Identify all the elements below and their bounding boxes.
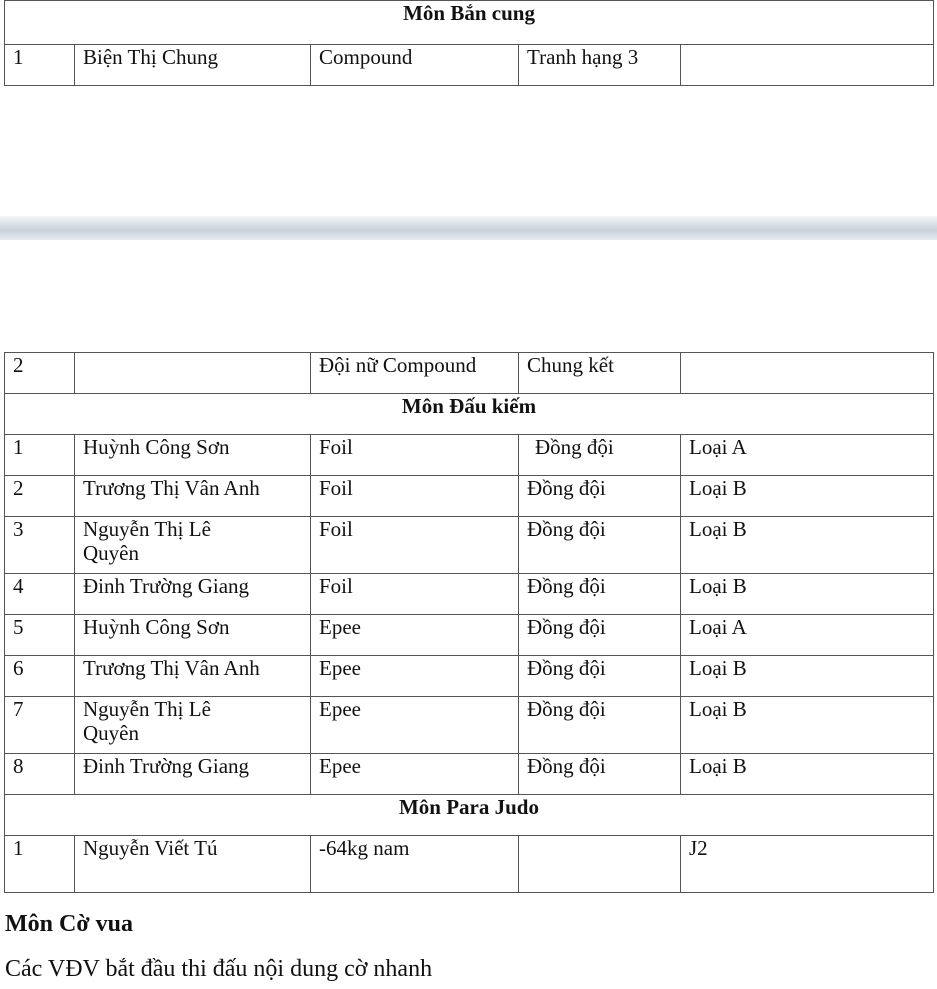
athlete-name: Đinh Trường Giang <box>75 574 311 615</box>
stage-cell: Đồng đội <box>519 517 681 574</box>
athlete-name: Huỳnh Công Sơn <box>75 615 311 656</box>
athlete-name: Nguyễn Thị Lê Quyên <box>75 517 311 574</box>
section-title-fencing: Môn Đấu kiếm <box>5 394 934 435</box>
table-row <box>5 476 934 517</box>
row-number: 5 <box>5 615 75 656</box>
table-row <box>5 836 934 893</box>
class-cell: Loại B <box>681 656 934 697</box>
event-cell: Epee <box>311 615 519 656</box>
class-cell: J2 <box>681 836 934 893</box>
row-number: 4 <box>5 574 75 615</box>
row-number: 7 <box>5 697 75 754</box>
stage-cell: Đồng đội <box>519 435 681 476</box>
class-cell <box>681 45 934 86</box>
table-row <box>5 656 934 697</box>
page-separator <box>0 216 937 240</box>
stage-cell: Đồng đội <box>519 615 681 656</box>
row-number: 3 <box>5 517 75 574</box>
event-cell: Epee <box>311 656 519 697</box>
class-cell: Loại B <box>681 697 934 754</box>
stage-cell: Đồng đội <box>519 754 681 795</box>
athlete-name <box>75 353 311 394</box>
section-header-row <box>5 795 934 836</box>
event-cell: Foil <box>311 574 519 615</box>
section-header-row <box>5 394 934 435</box>
class-cell: Loại B <box>681 517 934 574</box>
stage-cell: Đồng đội <box>519 574 681 615</box>
section-heading-chess: Môn Cờ vua <box>5 911 133 937</box>
row-number: 2 <box>5 353 75 394</box>
stage-cell <box>519 836 681 893</box>
table-row <box>5 353 934 394</box>
class-cell: Loại B <box>681 754 934 795</box>
row-number: 1 <box>5 836 75 893</box>
class-cell: Loại A <box>681 615 934 656</box>
table-row <box>5 754 934 795</box>
athlete-name: Nguyễn Viết Tú <box>75 836 311 893</box>
section-title-archery: Môn Bắn cung <box>5 1 934 45</box>
table-row <box>5 517 934 574</box>
athlete-name: Trương Thị Vân Anh <box>75 476 311 517</box>
athlete-name: Trương Thị Vân Anh <box>75 656 311 697</box>
athlete-name: Đinh Trường Giang <box>75 754 311 795</box>
table-row <box>5 574 934 615</box>
stage-cell: Chung kết <box>519 353 681 394</box>
row-number: 8 <box>5 754 75 795</box>
row-number: 1 <box>5 45 75 86</box>
row-number: 2 <box>5 476 75 517</box>
athlete-name: Huỳnh Công Sơn <box>75 435 311 476</box>
table-row <box>5 697 934 754</box>
section-header-row <box>5 1 934 45</box>
event-cell: Compound <box>311 45 519 86</box>
stage-cell: Tranh hạng 3 <box>519 45 681 86</box>
event-cell: Foil <box>311 517 519 574</box>
event-cell: Đội nữ Compound <box>311 353 519 394</box>
class-cell <box>681 353 934 394</box>
row-number: 1 <box>5 435 75 476</box>
class-cell: Loại B <box>681 574 934 615</box>
event-cell: Epee <box>311 697 519 754</box>
table-row <box>5 435 934 476</box>
section-title-para-judo: Môn Para Judo <box>5 795 934 836</box>
stage-cell: Đồng đội <box>519 656 681 697</box>
stage-cell: Đồng đội <box>519 476 681 517</box>
table-row <box>5 615 934 656</box>
athlete-name: Biện Thị Chung <box>75 45 311 86</box>
archery-table <box>4 0 934 86</box>
schedule-table <box>4 352 934 893</box>
chess-note: Các VĐV bắt đầu thi đấu nội dung cờ nhanh <box>5 956 433 982</box>
class-cell: Loại B <box>681 476 934 517</box>
stage-cell: Đồng đội <box>519 697 681 754</box>
class-cell: Loại A <box>681 435 934 476</box>
table-row <box>5 45 934 86</box>
event-cell: Foil <box>311 435 519 476</box>
row-number: 6 <box>5 656 75 697</box>
event-cell: -64kg nam <box>311 836 519 893</box>
athlete-name: Nguyễn Thị Lê Quyên <box>75 697 311 754</box>
event-cell: Foil <box>311 476 519 517</box>
event-cell: Epee <box>311 754 519 795</box>
